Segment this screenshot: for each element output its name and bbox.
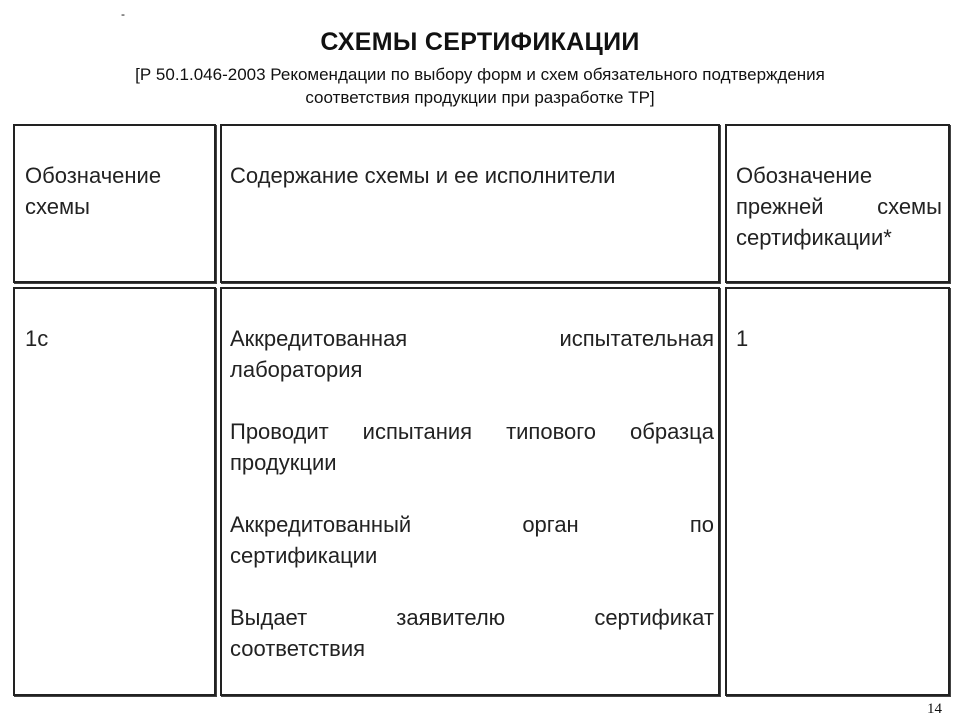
subtitle-line-1: [Р 50.1.046-2003 Рекомендации по выбору форм и схем обязательного подтверждения (135, 65, 825, 84)
header-cell-old-scheme (725, 124, 950, 283)
content-word: испытания (362, 419, 473, 444)
content-testing-line-1 (230, 416, 714, 447)
scheme-code: 1с (25, 326, 49, 351)
row-cell-content (220, 287, 720, 696)
content-word: заявителю (396, 605, 506, 630)
content-word: сертификат (594, 605, 714, 630)
page-subtitle (40, 63, 920, 109)
subtitle-line-2: соответствия продукции при разработке ТР] (305, 88, 655, 107)
header-old-scheme-word-2: схемы (877, 194, 942, 219)
content-word: Выдает (230, 605, 308, 630)
header-old-scheme-line-3: сертификации* (736, 225, 892, 250)
content-certificate-line-2: соответствия (230, 636, 366, 661)
content-lab-line-1 (230, 323, 714, 354)
row-cell-scheme (13, 287, 216, 696)
header-scheme-line-2: схемы (25, 194, 90, 219)
content-word: образца (630, 419, 714, 444)
row-cell-old-scheme (725, 287, 950, 696)
content-word: испытательная (559, 326, 714, 351)
content-lab-line-2: лаборатория (230, 357, 363, 382)
header-cell-scheme (13, 124, 216, 283)
header-old-scheme-line-1: Обозначение (736, 163, 873, 188)
header-old-scheme-word-1: прежней (736, 194, 824, 219)
page-title: СХЕМЫ СЕРТИФИКАЦИИ (320, 28, 640, 56)
header-scheme-line-1: Обозначение (25, 163, 162, 188)
content-word: Аккредитованный (230, 512, 412, 537)
content-body-line-1 (230, 509, 714, 540)
content-word: по (689, 512, 714, 537)
header-content-label: Содержание схемы и ее исполнители (230, 163, 616, 188)
content-certificate-line-1 (230, 602, 714, 633)
old-scheme-code: 1 (736, 326, 749, 351)
content-paragraph-body (230, 509, 714, 571)
content-word: типового (506, 419, 597, 444)
content-body-line-2: сертификации (230, 543, 378, 568)
content-word: орган (522, 512, 579, 537)
content-testing-line-2: продукции (230, 450, 337, 475)
header-cell-content (220, 124, 720, 283)
content-paragraph-certificate (230, 602, 714, 664)
content-word: Проводит (230, 419, 329, 444)
page-number: 14 (927, 701, 942, 717)
content-paragraph-testing (230, 416, 714, 478)
dash-mark: - (121, 7, 125, 21)
content-paragraph-lab (230, 323, 714, 385)
header-old-scheme-line-2 (736, 191, 942, 222)
content-word: Аккредитованная (230, 326, 408, 351)
